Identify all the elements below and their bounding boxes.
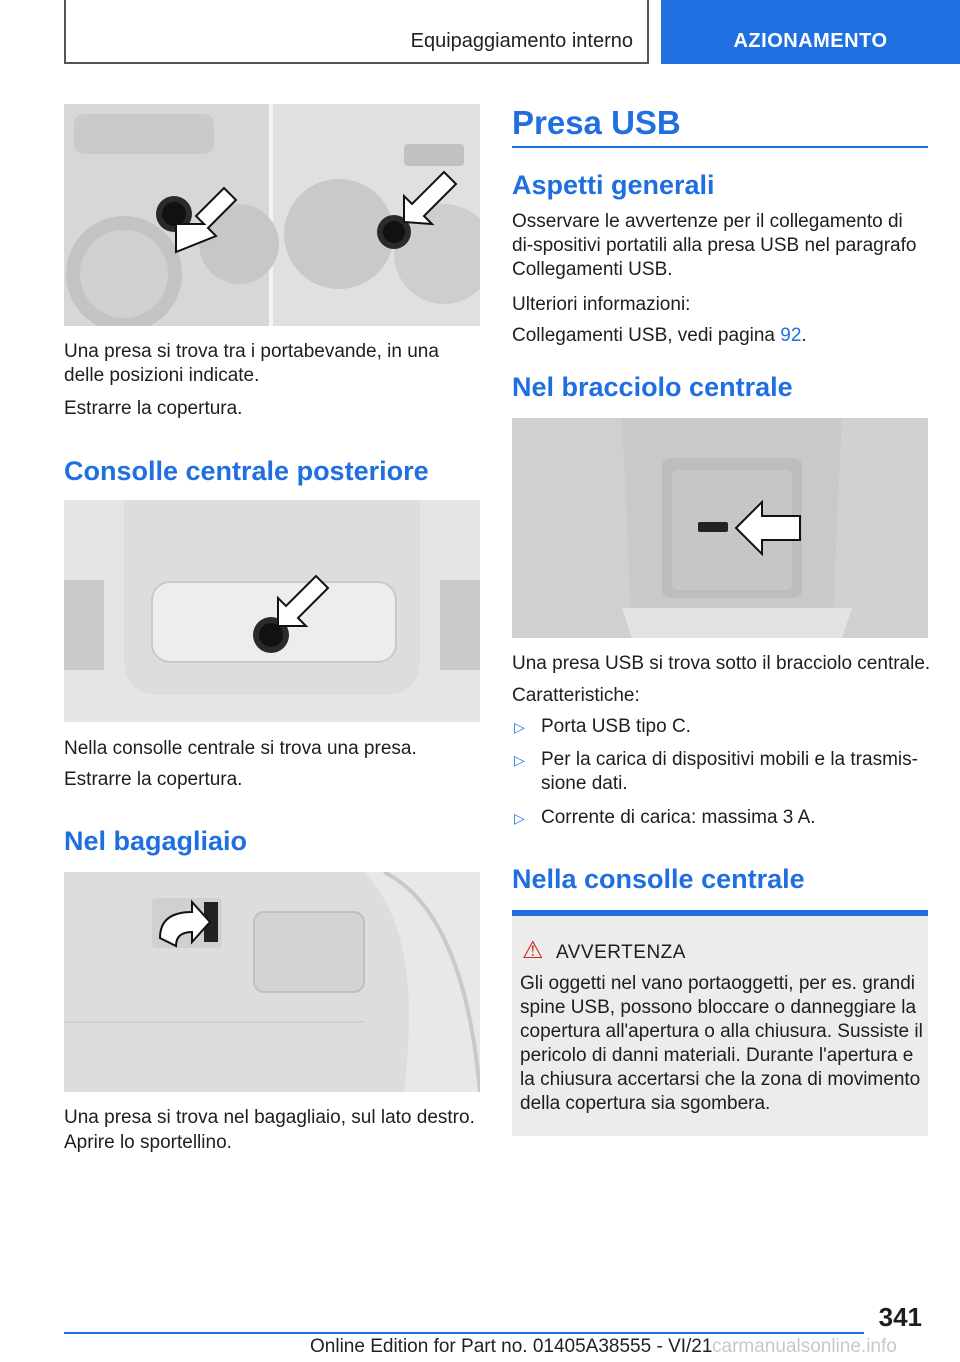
warning-title: AVVERTENZA — [556, 942, 686, 963]
features-label: Caratteristiche: — [512, 685, 640, 706]
luggage-caption: Una presa si trova nel bagagliaio, sul lato destro. — [64, 1107, 475, 1128]
general-heading: Aspetti generali — [512, 170, 715, 200]
luggage-open-text: Aprire lo sportellino. — [64, 1132, 232, 1153]
armrest-caption: Una presa USB si trova sotto il bracciolo centrale. — [512, 653, 931, 674]
luggage-photo — [64, 872, 480, 1092]
feature-item: Corrente di carica: massima 3 A. — [541, 807, 816, 828]
header-section-title: Equipaggiamento interno — [410, 30, 633, 52]
warning-triangle-icon: ⚠ — [522, 937, 544, 964]
footer-rule — [64, 1332, 864, 1334]
usb-heading: Presa USB — [512, 104, 681, 141]
bullet-icon: ▷ — [514, 810, 525, 826]
header-chapter-tab — [661, 0, 960, 64]
header-section-tab — [64, 0, 649, 64]
cupholder-remove-text: Estrarre la copertura. — [64, 398, 243, 419]
usb-reference — [512, 324, 928, 348]
armrest-heading: Nel bracciolo centrale — [512, 372, 793, 402]
feature-item: Porta USB tipo C. — [541, 716, 691, 737]
warning-box — [512, 910, 928, 1136]
header-chapter-title: AZIONAMENTO — [733, 30, 888, 52]
general-text: Osservare le avvertenze per il collegamento di di-spositivi portatili alla presa USB nel paragrafo Collegamenti USB. — [512, 211, 917, 280]
bullet-icon: ▷ — [514, 752, 525, 768]
luggage-heading: Nel bagagliaio — [64, 826, 248, 856]
footer-edition: Online Edition for Part no. 01405A38555 - VI/21 — [310, 1336, 713, 1357]
footer-watermark: carmanualsonline.info — [712, 1336, 897, 1357]
bullet-icon: ▷ — [514, 719, 525, 735]
armrest-photo — [512, 418, 928, 638]
rear-console-photo — [64, 500, 480, 722]
usb-reference-text: Collegamenti USB, vedi pagina — [512, 325, 781, 346]
cupholder-caption: Una presa si trova tra i portabevande, in una delle posizioni indicate. — [64, 341, 439, 386]
usb-heading-rule — [512, 146, 928, 148]
center-console-heading: Nella consolle centrale — [512, 864, 805, 894]
rear-console-heading: Consolle centrale posteriore — [64, 456, 429, 486]
usb-reference-page-link[interactable]: 92 — [780, 325, 802, 346]
rear-console-remove-text: Estrarre la copertura. — [64, 769, 243, 790]
more-info-label: Ulteriori informazioni: — [512, 294, 691, 315]
rear-console-caption: Nella consolle centrale si trova una presa. — [64, 738, 417, 759]
page-number: 341 — [878, 1302, 922, 1332]
feature-item: Per la carica di dispositivi mobili e la trasmis-sione dati. — [541, 749, 918, 794]
cupholder-photo — [64, 104, 480, 326]
usb-reference-dot: . — [801, 325, 807, 346]
warning-text: Gli oggetti nel vano portaoggetti, per es. grandi spine USB, possono bloccare o danneggiare la copertura all'apertura o alla chiusura. Sussiste il pericolo di danni materiali. Durante l'apertura e la chiusura accertarsi che la zona di movimento della copertura sia sgombera. — [520, 973, 923, 1114]
